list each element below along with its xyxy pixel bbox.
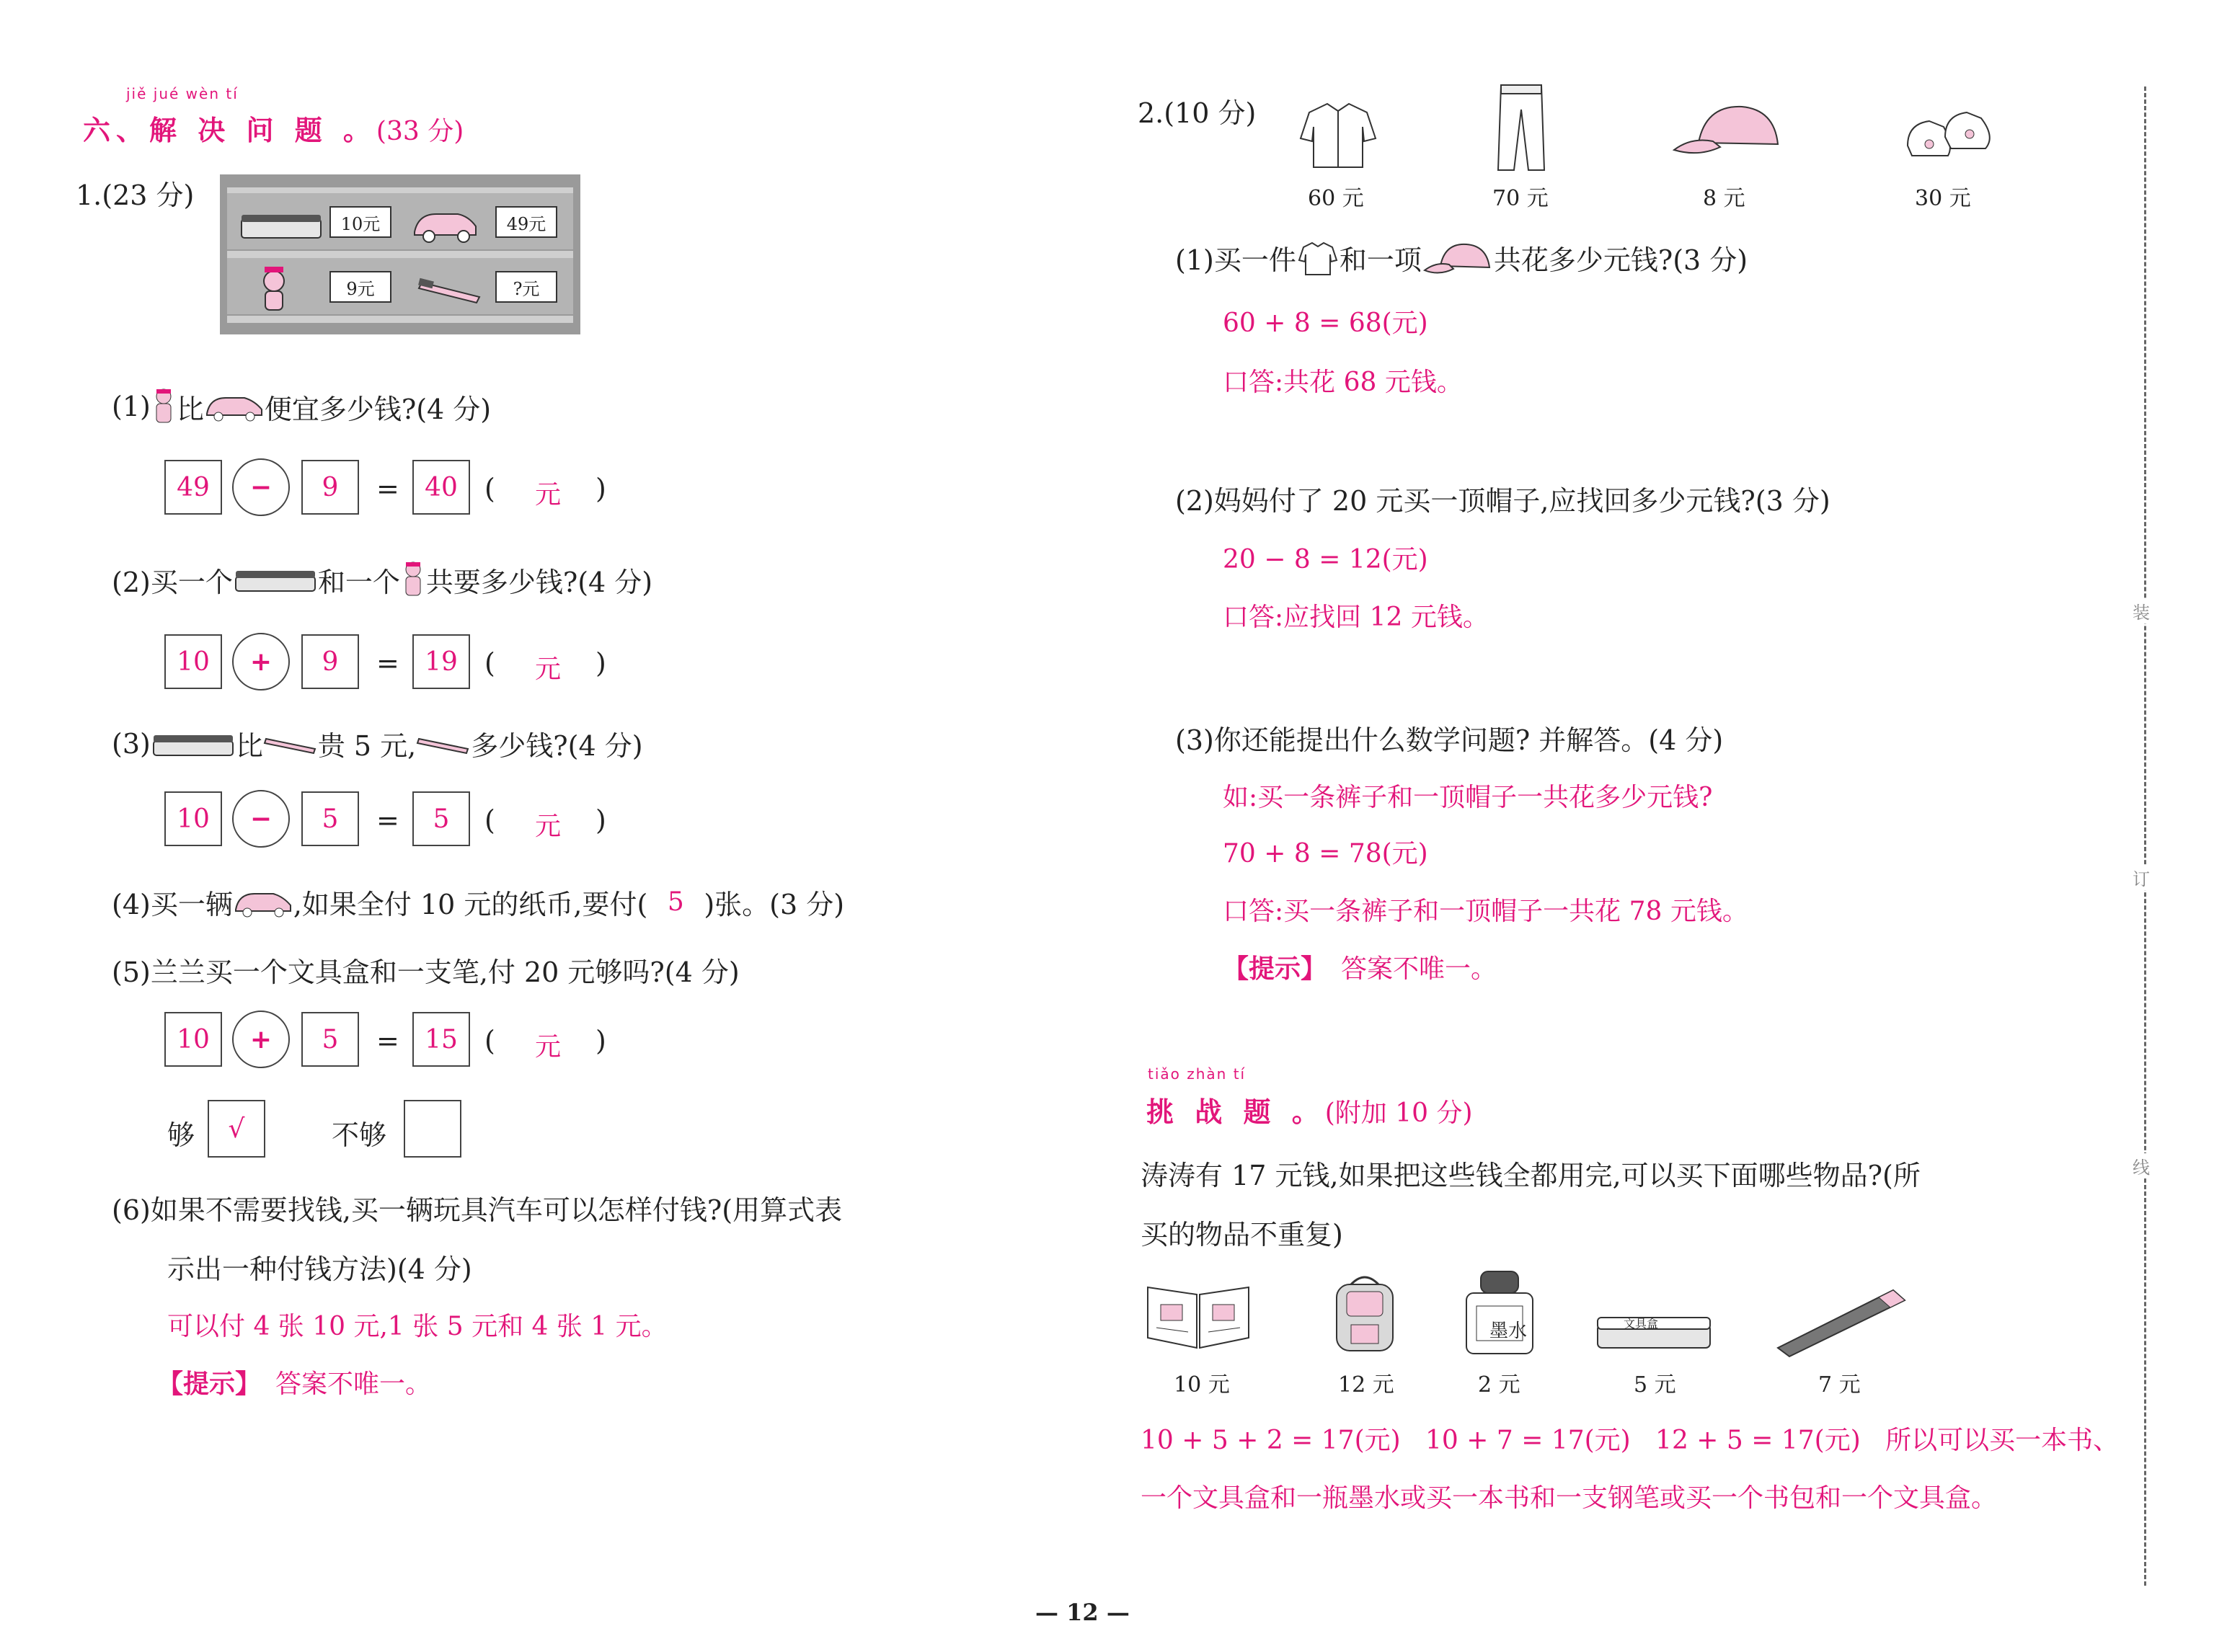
q1-sub5-a[interactable]: 10 bbox=[164, 1012, 222, 1067]
q2-sub1-mid: 和一项 bbox=[1339, 244, 1422, 276]
price-tag-pencil-case: 10元 bbox=[329, 206, 391, 238]
pencil-case-icon bbox=[242, 215, 321, 238]
challenge-price-pen: 7 元 bbox=[1818, 1372, 1861, 1398]
q1-sub2-unit: 元 bbox=[535, 654, 562, 684]
q1-sub1-eq: = bbox=[376, 473, 399, 505]
q1-sub1-r[interactable]: 40 bbox=[412, 460, 470, 515]
q1-sub3-b[interactable]: 5 bbox=[301, 791, 359, 846]
challenge-answer-line1: 10 + 5 + 2 = 17(元) 10 + 7 = 17(元) 12 + 5 = 17(元) 所以可以买一本书、 bbox=[1141, 1426, 2120, 1455]
pen-icon bbox=[263, 732, 318, 756]
q2-price-pants: 70 元 bbox=[1492, 186, 1549, 211]
challenge-price-book: 10 元 bbox=[1174, 1372, 1230, 1398]
q1-sub3-unit: 元 bbox=[535, 812, 562, 841]
q2-price-shirt: 60 元 bbox=[1308, 186, 1364, 211]
q1-sub5-op[interactable]: + bbox=[232, 1011, 290, 1068]
q1-sub5-lp: ( bbox=[484, 1025, 495, 1057]
q1-label: 1.(23 分) bbox=[76, 179, 195, 211]
challenge-price-pencil-box: 5 元 bbox=[1634, 1372, 1676, 1398]
q1-sub5-unit: 元 bbox=[535, 1032, 562, 1062]
cap-icon bbox=[1422, 240, 1494, 276]
q1-sub1-unit: 元 bbox=[535, 480, 562, 510]
q1-sub3-eq: = bbox=[376, 804, 399, 836]
page-number: — 12 — bbox=[1035, 1599, 1130, 1626]
q2-sub2-answer: 口答:应找回 12 元钱。 bbox=[1223, 603, 1489, 632]
pants-icon bbox=[1492, 81, 1550, 174]
q1-sub4-answer[interactable]: 5 bbox=[667, 887, 684, 917]
q1-sub1-num: (1) bbox=[112, 391, 151, 422]
q2-price-cap: 8 元 bbox=[1703, 186, 1745, 211]
tip-label: 【提示】 bbox=[157, 1369, 262, 1399]
q2-sub3-answer: 口答:买一条裤子和一顶帽子一共花 78 元钱。 bbox=[1223, 897, 1748, 926]
q1-sub3-prompt bbox=[112, 724, 643, 763]
q1-sub5-b[interactable]: 5 bbox=[301, 1012, 359, 1067]
q1-sub5-r[interactable]: 15 bbox=[412, 1012, 470, 1067]
q1-sub3-r[interactable]: 5 bbox=[412, 791, 470, 846]
q2-sub3-example: 如:买一条裤子和一顶帽子一共花多少元钱? bbox=[1223, 783, 1713, 812]
ink-bottle-label: 墨水 bbox=[1489, 1320, 1528, 1342]
challenge-score: (附加 10 分) bbox=[1324, 1098, 1473, 1128]
q1-sub1-end: 便宜多少钱?(4 分) bbox=[264, 393, 492, 425]
pencil-case-icon bbox=[233, 565, 318, 594]
section6-heading bbox=[83, 108, 464, 148]
q1-sub2-start: (2)买一个 bbox=[112, 566, 233, 598]
q1-sub2-op[interactable]: + bbox=[232, 633, 290, 690]
q1-sub5-rp: ) bbox=[596, 1025, 606, 1057]
q1-sub4-end: )张。(3 分) bbox=[704, 889, 845, 920]
q2-sub3-prompt: (3)你还能提出什么数学问题? 并解答。(4 分) bbox=[1175, 724, 1724, 756]
q2-sub1-calc: 60 + 8 = 68(元) bbox=[1223, 308, 1428, 338]
challenge-pinyin: tiǎo zhàn tí bbox=[1148, 1065, 1247, 1083]
challenge-price-ink: 2 元 bbox=[1478, 1372, 1520, 1398]
q2-sub1-end: 共花多少元钱?(3 分) bbox=[1493, 244, 1748, 276]
q1-sub5-not-enough-label: 不够 bbox=[332, 1119, 387, 1151]
q1-sub1-b[interactable]: 9 bbox=[301, 460, 359, 515]
q1-sub1-prompt bbox=[112, 386, 491, 427]
shelf-illustration bbox=[220, 174, 580, 334]
q1-sub6-prompt-line2: 示出一种付钱方法)(4 分) bbox=[167, 1253, 472, 1285]
q2-label: 2.(10 分) bbox=[1138, 97, 1257, 129]
binding-char-2: 订 bbox=[2133, 865, 2150, 890]
shirt-icon bbox=[1295, 98, 1381, 170]
book-icon bbox=[1141, 1273, 1256, 1352]
q1-sub2-end: 共要多少钱?(4 分) bbox=[425, 566, 653, 598]
price-tag-car: 49元 bbox=[495, 206, 557, 238]
binding-char-3: 线 bbox=[2133, 1153, 2150, 1178]
pen-icon bbox=[416, 732, 471, 756]
tip-label: 【提示】 bbox=[1223, 954, 1327, 984]
q1-sub1-a[interactable]: 49 bbox=[164, 460, 222, 515]
q1-sub4-prompt bbox=[112, 882, 844, 922]
q1-sub5-enough-label: 够 bbox=[167, 1119, 195, 1151]
q2-sub2-calc: 20 − 8 = 12(元) bbox=[1223, 545, 1428, 574]
ink-bottle-icon bbox=[1456, 1266, 1543, 1359]
toy-car-icon bbox=[204, 391, 265, 422]
doll-icon bbox=[264, 267, 284, 310]
q1-sub3-a[interactable]: 10 bbox=[164, 791, 222, 846]
fountain-pen-icon bbox=[1771, 1279, 1915, 1358]
doll-icon bbox=[151, 386, 177, 427]
q1-sub1-mid: 比 bbox=[176, 393, 204, 425]
q1-sub1-lp: ( bbox=[484, 473, 495, 505]
cap-icon bbox=[1670, 99, 1785, 164]
shelf-drawing bbox=[220, 174, 580, 334]
q1-sub5-eq: = bbox=[376, 1025, 399, 1057]
q1-sub5-enough-box[interactable]: √ bbox=[208, 1100, 265, 1158]
q1-sub6-answer: 可以付 4 张 10 元,1 张 5 元和 4 张 1 元。 bbox=[167, 1312, 668, 1341]
q2-price-shoes: 30 元 bbox=[1915, 186, 1971, 211]
tip-text: 答案不唯一。 bbox=[275, 1369, 432, 1399]
price-tag-pen: ?元 bbox=[495, 271, 557, 303]
challenge-price-backpack: 12 元 bbox=[1338, 1372, 1394, 1398]
challenge-heading bbox=[1146, 1090, 1473, 1129]
section6-score: (33 分) bbox=[376, 117, 464, 146]
doll-icon bbox=[400, 559, 426, 600]
shirt-icon bbox=[1296, 240, 1340, 276]
q2-sub1-start: (1)买一件 bbox=[1175, 244, 1296, 276]
q1-sub6-tip bbox=[157, 1364, 431, 1400]
price-tag-doll: 9元 bbox=[329, 271, 391, 303]
section6-pinyin: jiě jué wèn tí bbox=[126, 85, 239, 102]
q2-sub3-calc: 70 + 8 = 78(元) bbox=[1223, 839, 1428, 869]
q1-sub2-a[interactable]: 10 bbox=[164, 634, 222, 689]
backpack-icon bbox=[1325, 1270, 1404, 1356]
q1-sub2-prompt bbox=[112, 559, 652, 600]
q1-sub3-lp: ( bbox=[484, 804, 495, 836]
q1-sub2-r[interactable]: 19 bbox=[412, 634, 470, 689]
q1-sub3-mid2: 贵 5 元, bbox=[317, 730, 417, 762]
tip-text: 答案不唯一。 bbox=[1341, 954, 1497, 984]
toy-car-icon bbox=[233, 887, 293, 918]
q1-sub1-op[interactable]: − bbox=[232, 458, 290, 516]
q1-sub3-end: 多少钱?(4 分) bbox=[471, 730, 643, 762]
q2-sub3-tip bbox=[1223, 949, 1497, 985]
q1-sub2-lp: ( bbox=[484, 647, 495, 679]
challenge-prompt-line1: 涛涛有 17 元钱,如果把这些钱全都用完,可以买下面哪些物品?(所 bbox=[1141, 1160, 1921, 1191]
q1-sub3-num: (3) bbox=[112, 727, 151, 760]
q1-sub2-mid: 和一个 bbox=[317, 566, 400, 598]
q1-sub3-op[interactable]: − bbox=[232, 790, 290, 848]
q1-sub5-not-enough-box[interactable] bbox=[404, 1100, 461, 1158]
challenge-prompt-line2: 买的物品不重复) bbox=[1141, 1219, 1343, 1251]
q1-sub2-b[interactable]: 9 bbox=[301, 634, 359, 689]
q1-sub2-rp: ) bbox=[596, 647, 606, 679]
q1-sub5-prompt: (5)兰兰买一个文具盒和一支笔,付 20 元够吗?(4 分) bbox=[112, 956, 740, 988]
q2-sub2-prompt: (2)妈妈付了 20 元买一顶帽子,应找回多少元钱?(3 分) bbox=[1175, 485, 1830, 517]
binding-line bbox=[2144, 86, 2146, 1586]
q1-sub4-mid: ,如果全付 10 元的纸币,要付( bbox=[293, 889, 648, 920]
challenge-title: 挑 战 题 。 bbox=[1146, 1096, 1325, 1128]
challenge-answer-line2: 一个文具盒和一瓶墨水或买一本书和一支钢笔或买一个书包和一个文具盒。 bbox=[1141, 1483, 1998, 1513]
q1-sub2-eq: = bbox=[376, 647, 399, 679]
pencil-box-label: 文具盒 bbox=[1624, 1317, 1659, 1331]
pencil-case-icon bbox=[151, 729, 236, 758]
q1-sub6-prompt-line1: (6)如果不需要找钱,买一辆玩具汽车可以怎样付钱?(用算式表 bbox=[112, 1194, 843, 1226]
q1-sub3-rp: ) bbox=[596, 804, 606, 836]
q1-sub1-rp: ) bbox=[596, 473, 606, 505]
q2-sub1-prompt bbox=[1175, 238, 1748, 277]
q1-sub4-start: (4)买一辆 bbox=[112, 889, 233, 920]
shoes-icon bbox=[1900, 102, 2001, 167]
q2-sub1-answer: 口答:共花 68 元钱。 bbox=[1223, 368, 1463, 397]
binding-char-1: 装 bbox=[2133, 598, 2150, 623]
section6-title: 六、解 决 问 题 。 bbox=[83, 115, 376, 146]
q1-sub3-mid1: 比 bbox=[235, 730, 263, 762]
